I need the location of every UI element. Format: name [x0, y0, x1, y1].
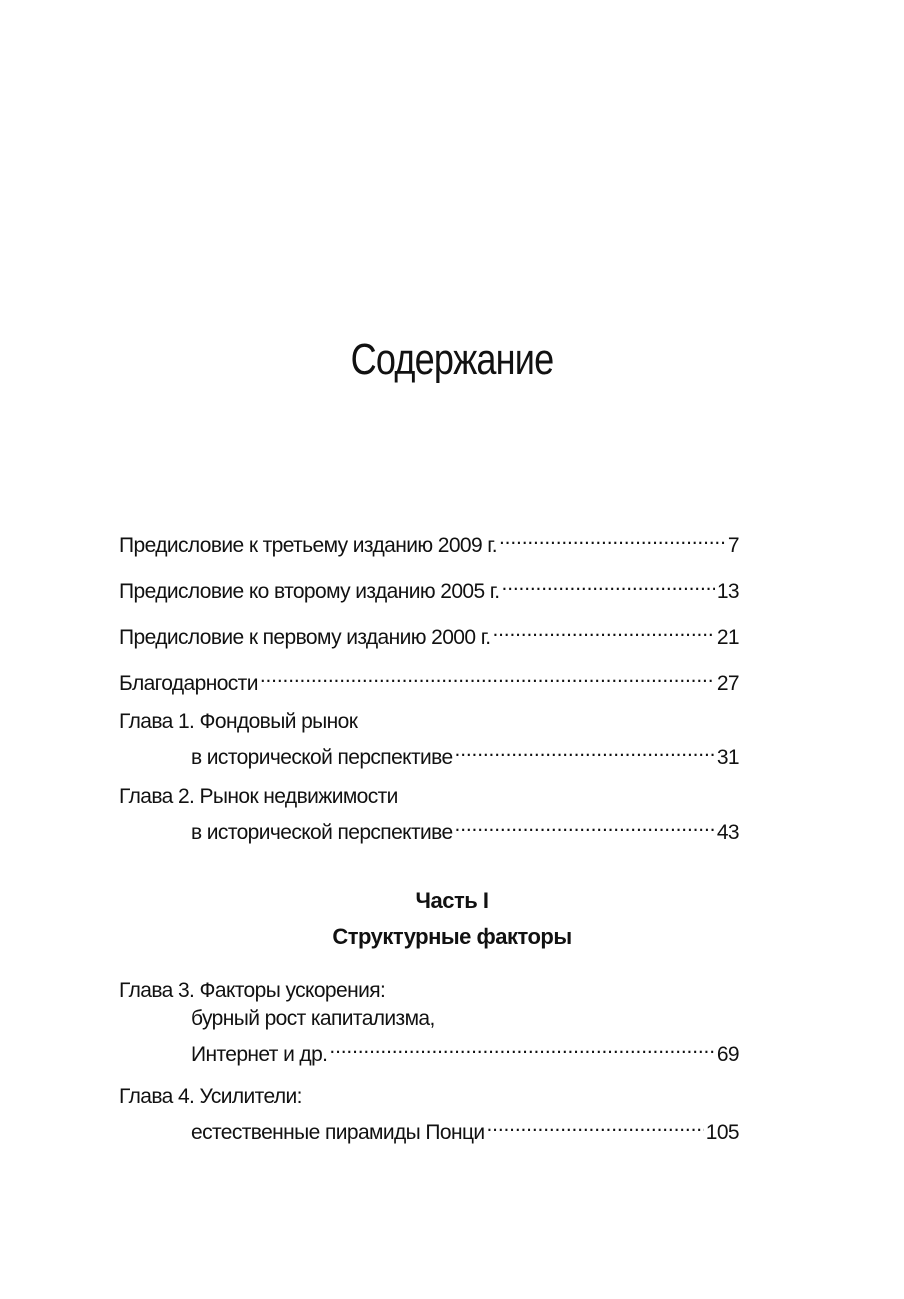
toc-entry-preface-2009[interactable] [119, 524, 739, 557]
toc-chapter-subtitle: естественные пирамиды Понци [191, 1121, 485, 1144]
page-title: Содержание [350, 335, 554, 384]
dot-leader [455, 811, 715, 839]
dot-leader [502, 570, 715, 598]
dot-leader [260, 662, 715, 690]
toc-entry-chapter-1[interactable] [119, 708, 739, 769]
toc-page-number: 105 [705, 1121, 739, 1144]
toc-entry-chapter-2[interactable] [119, 783, 739, 844]
toc-chapter-title: Глава 4. Усилители: [119, 1085, 302, 1108]
toc-entry-label: Предисловие ко второму изданию 2005 г. [119, 580, 500, 603]
toc-entry-chapter-3[interactable] [119, 977, 739, 1066]
toc-entry-label: Предисловие к первому изданию 2000 г. [119, 626, 491, 649]
toc-entry-acknowledgements[interactable] [119, 662, 739, 695]
toc-chapter-subtitle: в исторической перспективе [191, 746, 453, 769]
dot-leader [455, 736, 715, 764]
toc-page-number: 13 [716, 580, 739, 603]
part-title: Структурные факторы [332, 924, 572, 949]
toc-page-number: 7 [727, 534, 739, 557]
toc-chapter-subtitle: бурный рост капитализма, [191, 1007, 435, 1030]
toc-chapter-title: Глава 3. Факторы ускорения: [119, 979, 386, 1002]
toc-page-number: 69 [716, 1043, 739, 1066]
toc-entry-preface-2000[interactable] [119, 616, 739, 649]
dot-leader [492, 616, 714, 644]
toc-entry-label: Предисловие к третьему изданию 2009 г. [119, 534, 498, 557]
toc-chapter-subtitle: в исторической перспективе [191, 821, 453, 844]
toc-entry-label: Благодарности [119, 672, 258, 695]
toc-page-number: 31 [716, 746, 739, 769]
toc-page-number: 21 [716, 626, 739, 649]
dot-leader [487, 1111, 704, 1139]
toc-chapter-title: Глава 1. Фондовый рынок [119, 710, 358, 733]
part-label: Часть I [415, 888, 489, 913]
toc-chapter-subtitle: Интернет и др. [191, 1043, 328, 1066]
toc-page-number: 27 [716, 672, 739, 695]
dot-leader [329, 1033, 714, 1061]
toc-chapter-title: Глава 2. Рынок недвижимости [119, 785, 398, 808]
toc-entry-chapter-4[interactable] [119, 1083, 739, 1144]
dot-leader [499, 524, 726, 552]
toc-entry-preface-2005[interactable] [119, 570, 739, 603]
toc-page-number: 43 [716, 821, 739, 844]
